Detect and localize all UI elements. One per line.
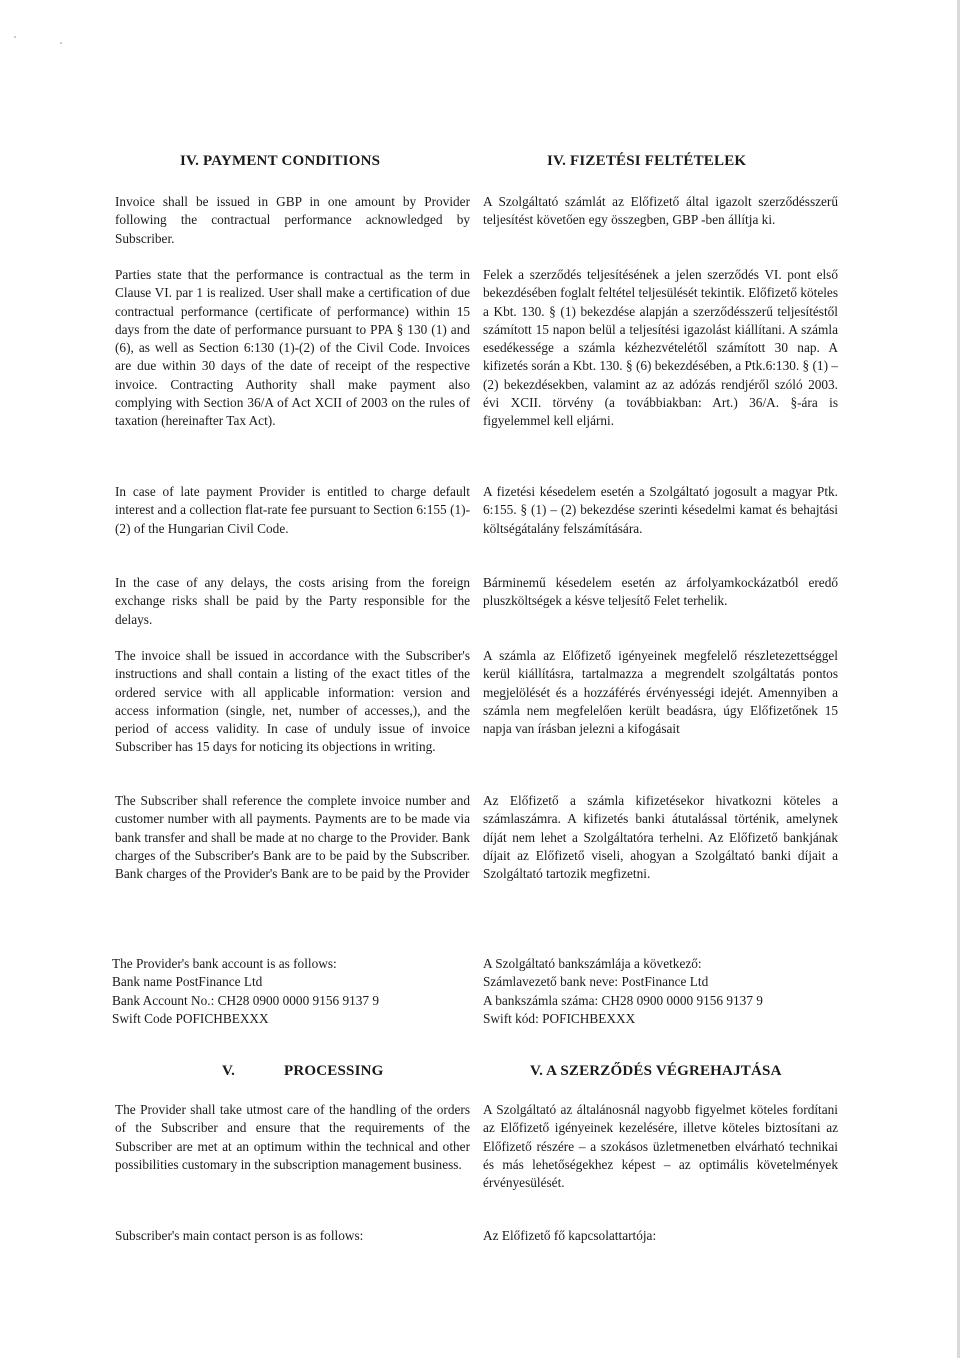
contact-person-en: Subscriber's main contact person is as follows: xyxy=(115,1228,364,1243)
scan-speck xyxy=(60,42,62,44)
para-invoice-content-hu: A számla az Előfizető igényeinek megfelelő részletezettséggel kerül kiállításra, tartalmazza a megrendelt szolgáltatás pontos megjelölését és a hozzáférés érvényességi idejét. Amennyiben a számla nem megfelelően került beadásra, úgy Előfizetőnek 15 napja van írásban jelezni a kifogásait xyxy=(483,648,838,737)
para-invoice-issue-en: Invoice shall be issued in GBP in one amount by Provider following the contractual performance acknowledged by Subscriber. xyxy=(115,194,470,246)
para-processing-en: The Provider shall take utmost care of the handling of the orders of the Subscriber and ensure that the requirements of the Subscriber are met at an optimum within the technical and other possibilities customary in the subscription management business. xyxy=(115,1102,470,1172)
para-performance-hu: Felek a szerződés teljesítésének a jelen szerződés VI. pont első bekezdésében foglalt feltétel teljesülését tekintik. Előfizető köteles a Kbt. 130. § (1) bekezdése alapján a szerződésszerű teljesítéstől számított 15 napon belül a teljesítési igazolást kiállítani. A számla esedékessége a számla kézhezvételétől számított 30 nap. A kifizetés során a Kbt. 130. § (6) bekezdésében, a Ptk.6:130. § (1) – (2) bekezdésekben, valamint az az adózás rendjéről szóló 2003. évi XCII. törvény (a továbbiakban: Art.) 36/A. §-ára is figyelemmel kell eljárni. xyxy=(483,267,838,429)
section-iv-title-en: IV. PAYMENT CONDITIONS xyxy=(180,153,381,169)
para-late-payment-en: In case of late payment Provider is entitled to charge default interest and a collection flat-rate fee pursuant to Section 6:155 (1)-(2) of the Hungarian Civil Code. xyxy=(115,484,470,536)
para-payment-reference-en: The Subscriber shall reference the complete invoice number and customer number with all payments. Payments are to be made via bank transfer and shall be made at no charge to the Provider. Bank charges of the Subscriber's Bank are to be paid by the Subscriber. Bank charges of the Provider's Bank are to be paid by the Provider xyxy=(115,793,470,882)
bank-intro-en: The Provider's bank account is as follows: xyxy=(112,956,337,971)
section-v-title-hu: V. A SZERZŐDÉS VÉGREHAJTÁSA xyxy=(530,1063,782,1079)
section-v-title-en: PROCESSING xyxy=(284,1063,384,1079)
para-processing-hu: A Szolgáltató az általánosnál nagyobb figyelmet köteles fordítani az Előfizető igényeinek kezelésére, illetve köteles biztosítani az Előfizető részére – a szokásos üzletmenetben elvárható technikai és más lehetőségekhez képest – az optimális követelmények érvényesülését. xyxy=(483,1102,838,1191)
scan-speck xyxy=(14,36,16,38)
para-performance-en: Parties state that the performance is contractual as the term in Clause VI. par 1 is realized. User shall make a certification of due contractual performance (certificate of performance) within 15 days from the date of performance pursuant to PPA § 130 (1) and (6), as well as Section 6:130 (1)-(2) of the Civil Code. Invoices are due within 30 days of the date of receipt of the respective invoice. Contracting Authority shall make payment also complying with Section 36/A of Act XCII of 2003 on the rules of taxation (hereinafter Tax Act). xyxy=(115,267,470,429)
bank-name-en: Bank name PostFinance Ltd xyxy=(112,974,263,990)
section-v-number-en: V. xyxy=(222,1063,236,1079)
section-iv-title-hu: IV. FIZETÉSI FELTÉTELEK xyxy=(547,153,747,169)
bank-details-en xyxy=(112,955,467,1028)
bank-swift-hu: Swift kód: POFICHBEXXX xyxy=(483,1010,636,1026)
bank-intro-hu: A Szolgáltató bankszámlája a következő: xyxy=(483,956,702,971)
bank-details-hu xyxy=(483,955,838,1028)
para-invoice-content-en: The invoice shall be issued in accordance with the Subscriber's instructions and shall contain a listing of the exact titles of the ordered service with all applicable information: version and access information (single, net, number of accesses,), and the period of access validity. In case of unduly issue of invoice Subscriber has 15 days for noticing its objections in writing. xyxy=(115,648,470,755)
contact-person-hu: Az Előfizető fő kapcsolattartója: xyxy=(483,1228,657,1243)
para-delays-hu: Bárminemű késedelem esetén az árfolyamkockázatból eredő pluszköltségek a késve teljesítő Felet terhelik. xyxy=(483,575,838,609)
para-payment-reference-hu: Az Előfizető a számla kifizetésekor hivatkozni köteles a számlaszámra. A kifizetés banki átutalással történik, amelynek díját nem lehet a Szolgáltatóra terhelni. Az Előfizető bankjának díjait az Előfizető viseli, ahogyan a Szolgáltató banki díjait a Szolgáltató tartozik megfizetni. xyxy=(483,793,838,882)
bank-account-hu: A bankszámla száma: CH28 0900 0000 9156 9137 9 xyxy=(483,992,763,1008)
para-delays-en: In the case of any delays, the costs arising from the foreign exchange risks shall be paid by the Party responsible for the delays. xyxy=(115,575,470,627)
bank-swift-en: Swift Code POFICHBEXXX xyxy=(112,1010,269,1026)
bank-name-hu: Számlavezető bank neve: PostFinance Ltd xyxy=(483,974,709,990)
para-invoice-issue-hu: A Szolgáltató számlát az Előfizető által igazolt szerződésszerű teljesítést követően egy összegben, GBP -ben állítja ki. xyxy=(483,194,838,228)
para-late-payment-hu: A fizetési késedelem esetén a Szolgáltató jogosult a magyar Ptk. 6:155. § (1) – (2) bekezdése szerinti késedelmi kamat és behajtási költségátalány felszámítására. xyxy=(483,484,838,536)
bank-account-en: Bank Account No.: CH28 0900 0000 9156 9137 9 xyxy=(112,992,380,1008)
